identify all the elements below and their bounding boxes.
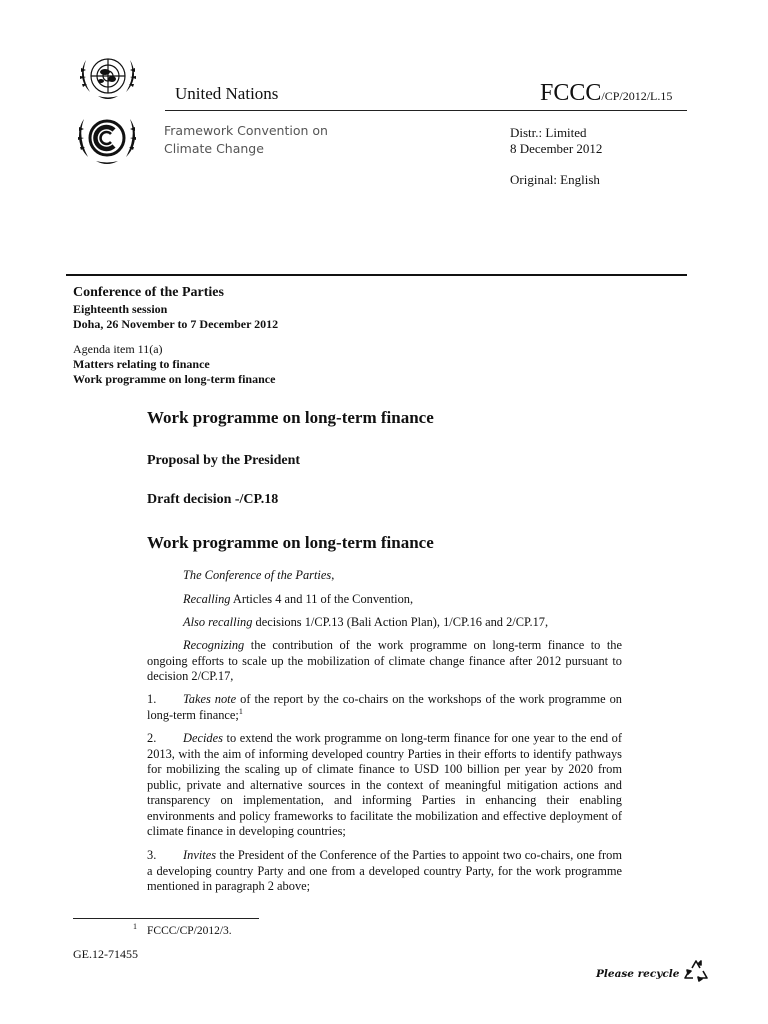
- document-symbol-main: FCCC: [540, 80, 602, 106]
- document-date: 8 December 2012: [510, 141, 603, 156]
- document-title: Work programme on long-term finance: [147, 408, 434, 427]
- convention-name: [164, 122, 328, 158]
- original-language: Original: English: [510, 172, 600, 187]
- preamble-3-italic: Also recalling: [183, 615, 253, 629]
- recycle-text: Please recycle: [596, 967, 680, 980]
- preamble-paragraph-1: [147, 568, 622, 584]
- preamble-1-italic: The Conference of the Parties: [183, 568, 332, 582]
- header-divider: [165, 110, 687, 111]
- operative-3-text: the President of the Conference of the Parties to appoint two co-chairs, one from a developing country Party and one from a developed country Party, for the work programme mentioned in paragraph 2 above;: [147, 848, 622, 893]
- operative-paragraph-2: [147, 731, 622, 840]
- operative-1-number: 1.: [147, 692, 157, 706]
- convention-name-line1: Framework Convention on: [164, 123, 328, 138]
- distribution-status: Distr.: Limited: [510, 125, 587, 140]
- unfccc-emblem-icon: [70, 113, 144, 169]
- footnote-reference[interactable]: 1: [238, 706, 243, 716]
- operative-2-number: 2.: [147, 731, 157, 745]
- job-number: GE.12-71455: [73, 947, 138, 961]
- operative-1-italic: Takes note: [183, 692, 237, 706]
- session-block: [73, 284, 278, 332]
- footnote-text: FCCC/CP/2012/3.: [147, 925, 232, 937]
- session-place-dates: Doha, 26 November to 7 December 2012: [73, 317, 279, 331]
- preamble-paragraph-3: [147, 615, 622, 631]
- operative-2-text: to extend the work programme on long-term finance for one year to the end of 2013, with the aim of informing developed country Parties in their efforts to identify pathways for mobilizing the scaling up of climate finance to USD 100 billion per year by 2020 from public, private and alternative sources in the context of meaningful mitigation actions and transparency on implementation, and informing Parties in enhancing their enabling environments and policy frameworks to facilitate the mobilization and effective deployment of climate finance in developing countries;: [147, 731, 622, 838]
- draft-decision-heading: Draft decision -/CP.18: [147, 492, 279, 507]
- preamble-paragraph-4: [147, 638, 622, 685]
- footnote-divider: [73, 918, 259, 919]
- recycle-icon: [683, 958, 709, 989]
- preamble-1-text: ,: [331, 568, 335, 582]
- agenda-line1: Matters relating to finance: [73, 357, 210, 371]
- preamble-4-text: the contribution of the work programme on long-term finance to the ongoing efforts to scale up the mobilization of climate change finance after 2012 pursuant to decision 2/CP.17,: [147, 638, 622, 683]
- operative-2-italic: Decides: [183, 731, 223, 745]
- preamble-paragraph-2: [147, 592, 622, 608]
- document-symbol: [540, 80, 672, 107]
- agenda-line2: Work programme on long-term finance: [73, 372, 276, 386]
- footnote: [133, 922, 232, 937]
- preamble-4-italic: Recognizing: [183, 638, 245, 652]
- session-title: Conference of the Parties: [73, 285, 224, 300]
- operative-paragraph-1: [147, 692, 622, 723]
- section-divider: [66, 274, 687, 276]
- preamble-3-text: decisions 1/CP.13 (Bali Action Plan), 1/CP.16 and 2/CP.17,: [252, 615, 549, 629]
- distribution-block: [510, 125, 602, 157]
- session-name: Eighteenth session: [73, 302, 168, 316]
- preamble-2-text: Articles 4 and 11 of the Convention,: [230, 592, 414, 606]
- recycle-notice: [596, 958, 709, 989]
- operative-paragraph-3: [147, 848, 622, 895]
- document-symbol-suffix: /CP/2012/L.15: [601, 89, 673, 103]
- organization-name: United Nations: [175, 84, 279, 103]
- operative-1-text: of the report by the co-chairs on the workshops of the work programme on long-term finance;: [147, 692, 622, 722]
- agenda-item: Agenda item 11(a): [73, 342, 163, 356]
- preamble-2-italic: Recalling: [183, 592, 231, 606]
- convention-name-line2: Climate Change: [164, 141, 264, 156]
- operative-3-number: 3.: [147, 848, 157, 862]
- decision-title: Work programme on long-term finance: [147, 533, 434, 552]
- footnote-mark: 1: [133, 922, 137, 932]
- proposal-heading: Proposal by the President: [147, 453, 301, 468]
- operative-3-italic: Invites: [183, 848, 217, 862]
- agenda-block: [73, 342, 275, 387]
- un-emblem-icon: [72, 50, 144, 106]
